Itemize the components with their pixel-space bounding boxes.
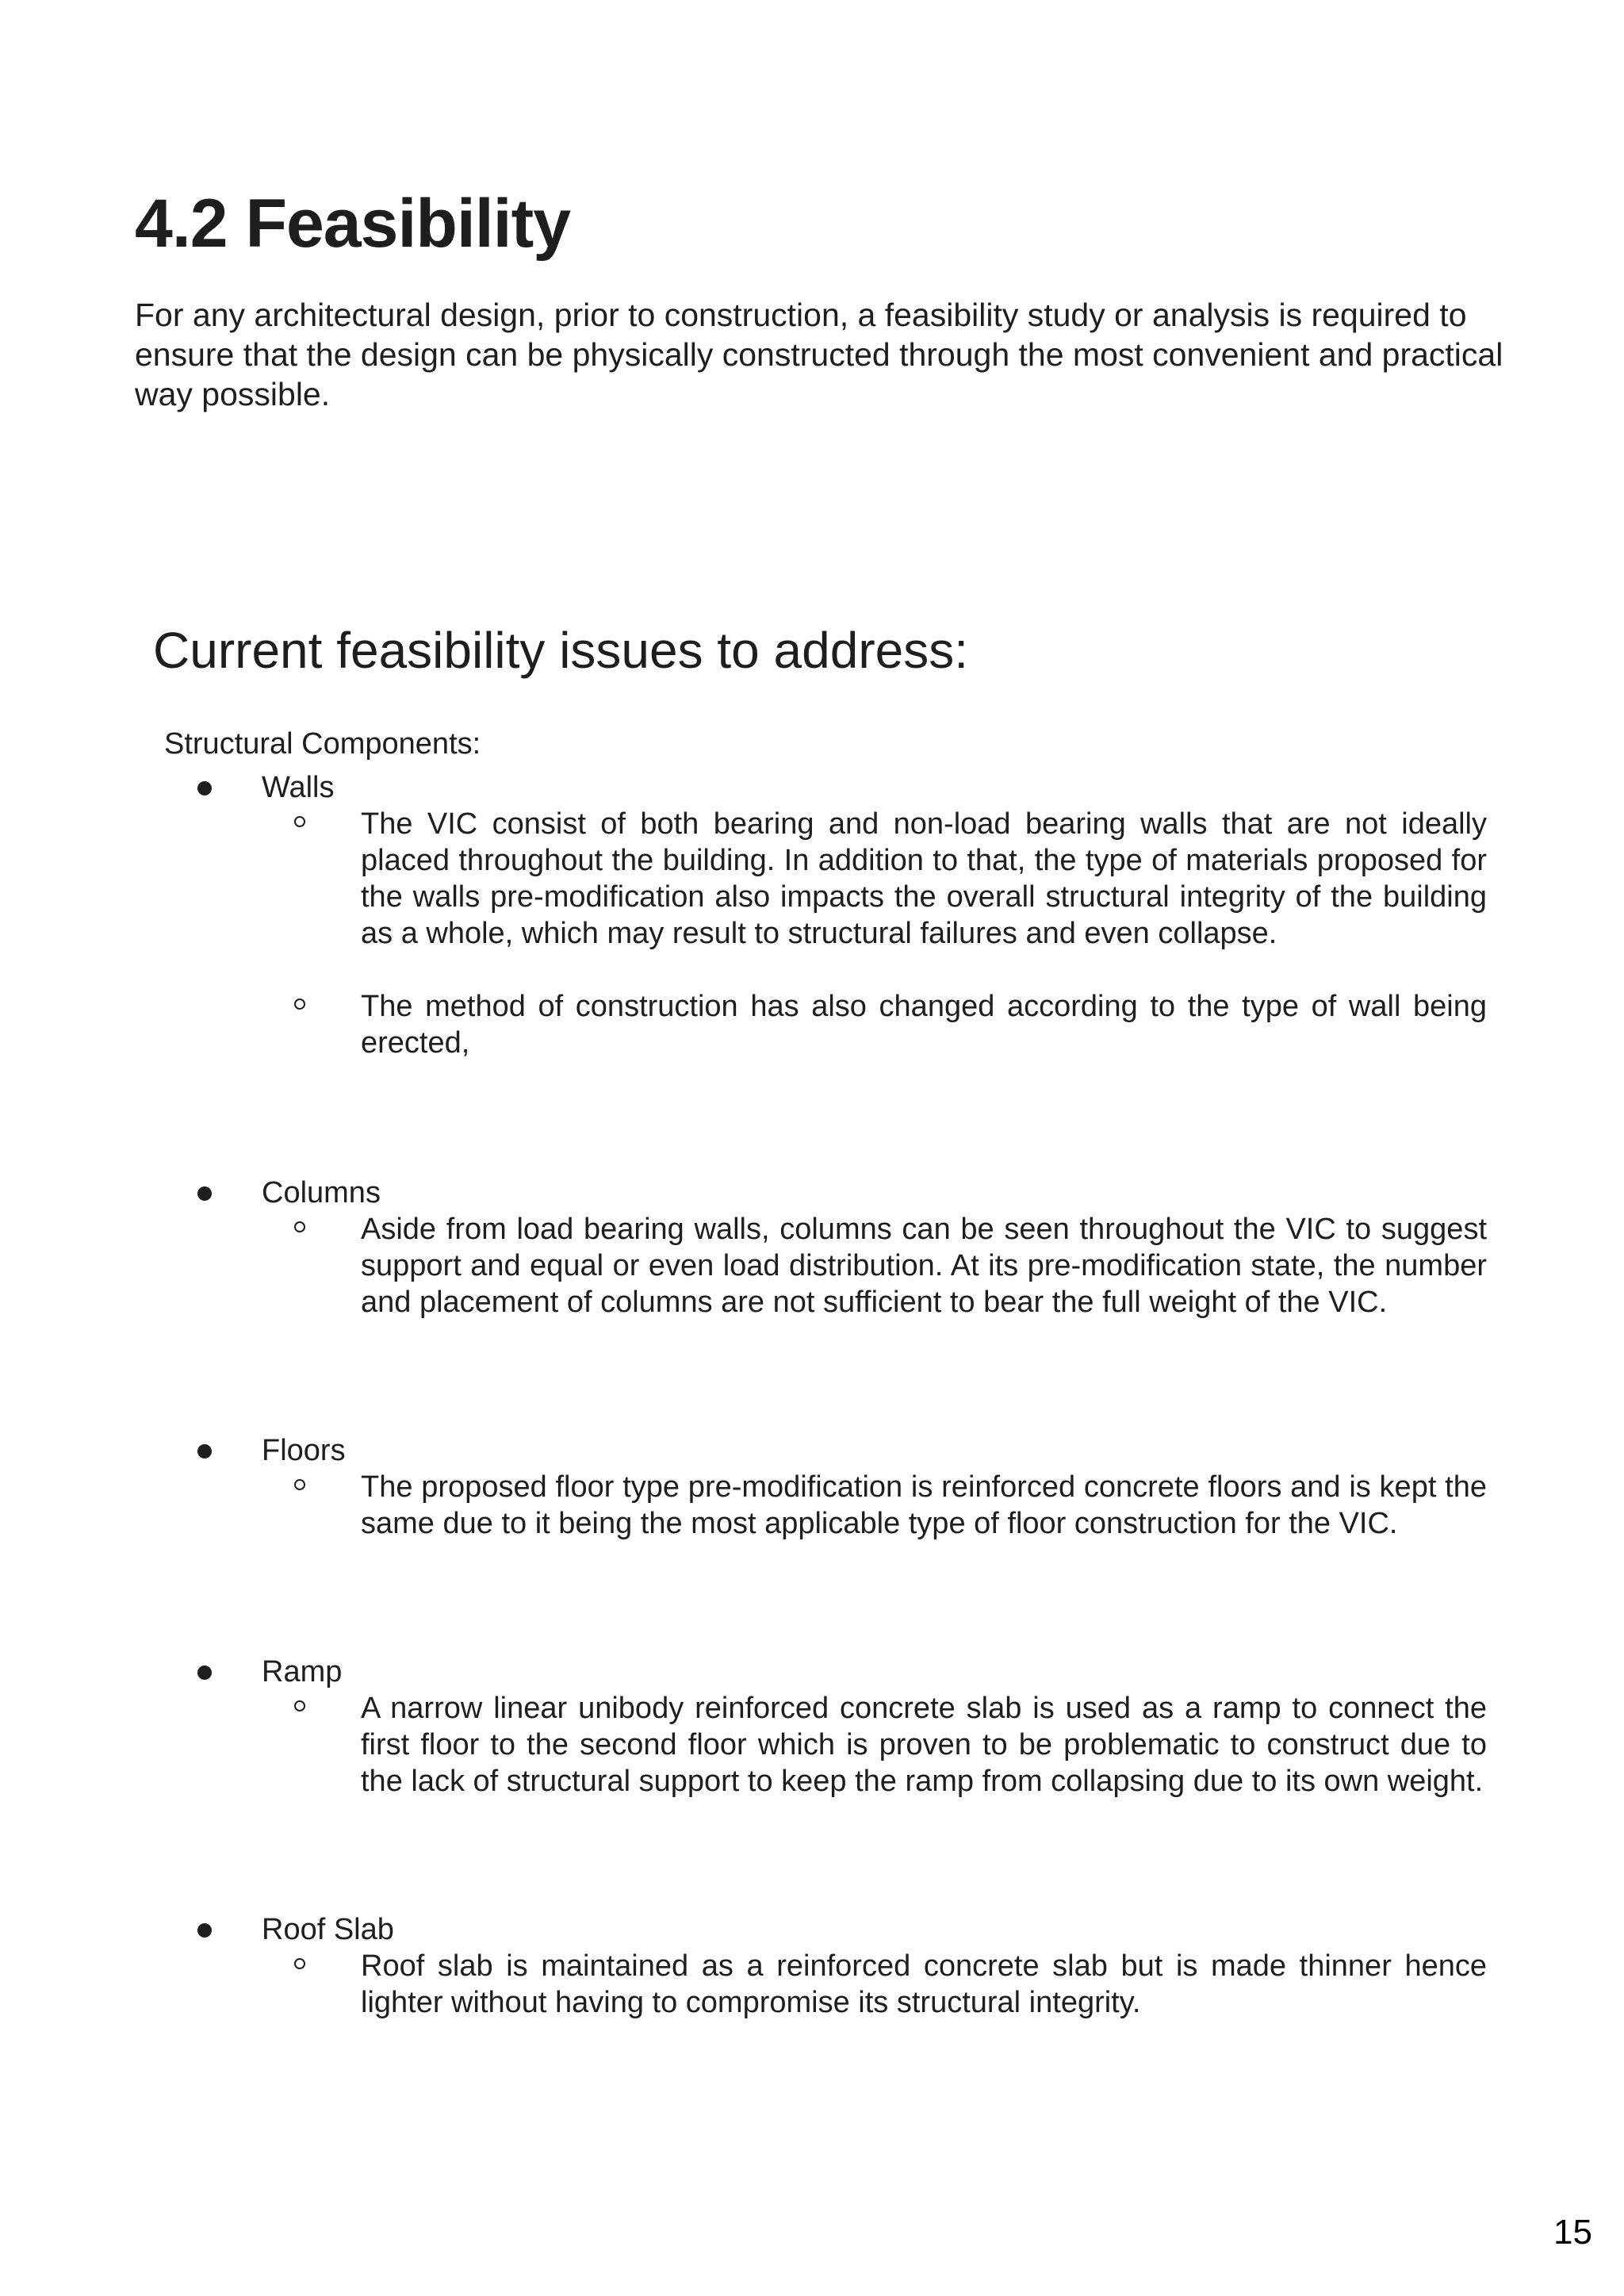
bullet-icon bbox=[197, 1665, 212, 1680]
sub-bullet-icon bbox=[294, 999, 305, 1010]
point-text: The proposed floor type pre-modification is reinforced concrete floors and is kept the same due to it being the most applicable type of floor construction for the VIC. bbox=[361, 1470, 1487, 1540]
sub-bullet-icon bbox=[294, 1221, 305, 1232]
component-header bbox=[0, 1432, 1624, 1469]
component-floors bbox=[0, 1432, 1624, 1542]
point-text: The VIC consist of both bearing and non-load bearing walls that are not ideally placed throughout the building. In addition to that, the type of materials proposed for the walls pre-modification also impacts the overall structural integrity of the building as a whole, which may result to structural failures and even collapse. bbox=[361, 807, 1487, 950]
component-ramp bbox=[0, 1654, 1624, 1800]
component-walls bbox=[0, 769, 1624, 1061]
section-title: 4.2 Feasibility bbox=[135, 186, 571, 262]
component-point bbox=[0, 988, 1624, 1061]
issues-heading: Current feasibility issues to address: bbox=[153, 622, 968, 679]
component-label: Columns bbox=[262, 1176, 381, 1209]
component-roof-slab bbox=[0, 1911, 1624, 2021]
point-text: Roof slab is maintained as a reinforced concrete slab but is made thinner hence lighter without having to compromise its structural integrity. bbox=[361, 1949, 1487, 2019]
intro-paragraph: For any architectural design, prior to construction, a feasibility study or analysis is required to ensure that the design can be physically constructed through the most convenient and practical way possible. bbox=[135, 297, 1503, 412]
component-columns bbox=[0, 1175, 1624, 1320]
component-point bbox=[0, 1469, 1624, 1542]
point-text: The method of construction has also changed according to the type of wall being erected, bbox=[361, 990, 1487, 1060]
sub-bullet-icon bbox=[294, 1958, 305, 1969]
component-header bbox=[0, 1175, 1624, 1211]
component-point bbox=[0, 1211, 1624, 1320]
structural-components-label: Structural Components: bbox=[164, 727, 481, 761]
component-point bbox=[0, 806, 1624, 952]
component-header bbox=[0, 769, 1624, 806]
bullet-icon bbox=[197, 1444, 212, 1458]
page-number: 15 bbox=[1553, 2213, 1592, 2252]
sub-bullet-icon bbox=[294, 816, 305, 827]
component-label: Floors bbox=[262, 1434, 346, 1467]
component-header bbox=[0, 1911, 1624, 1948]
sub-bullet-icon bbox=[294, 1700, 305, 1711]
component-point bbox=[0, 1948, 1624, 2021]
point-text: A narrow linear unibody reinforced concrete slab is used as a ramp to connect the first floor to the second floor which is proven to be problematic to construct due to the lack of structural support to keep the ramp from collapsing due to its own weight. bbox=[361, 1692, 1487, 1798]
sub-bullet-icon bbox=[294, 1479, 305, 1490]
component-point bbox=[0, 1690, 1624, 1800]
bullet-icon bbox=[197, 1186, 212, 1201]
component-label: Roof Slab bbox=[262, 1913, 394, 1946]
point-text: Aside from load bearing walls, columns can be seen throughout the VIC to suggest support and equal or even load distribution. At its pre-modification state, the number and placement of columns are not sufficient to bear the full weight of the VIC. bbox=[361, 1213, 1487, 1319]
component-label: Ramp bbox=[262, 1655, 343, 1688]
component-label: Walls bbox=[262, 771, 335, 804]
component-header bbox=[0, 1654, 1624, 1690]
bullet-icon bbox=[197, 781, 212, 795]
bullet-icon bbox=[197, 1923, 212, 1938]
